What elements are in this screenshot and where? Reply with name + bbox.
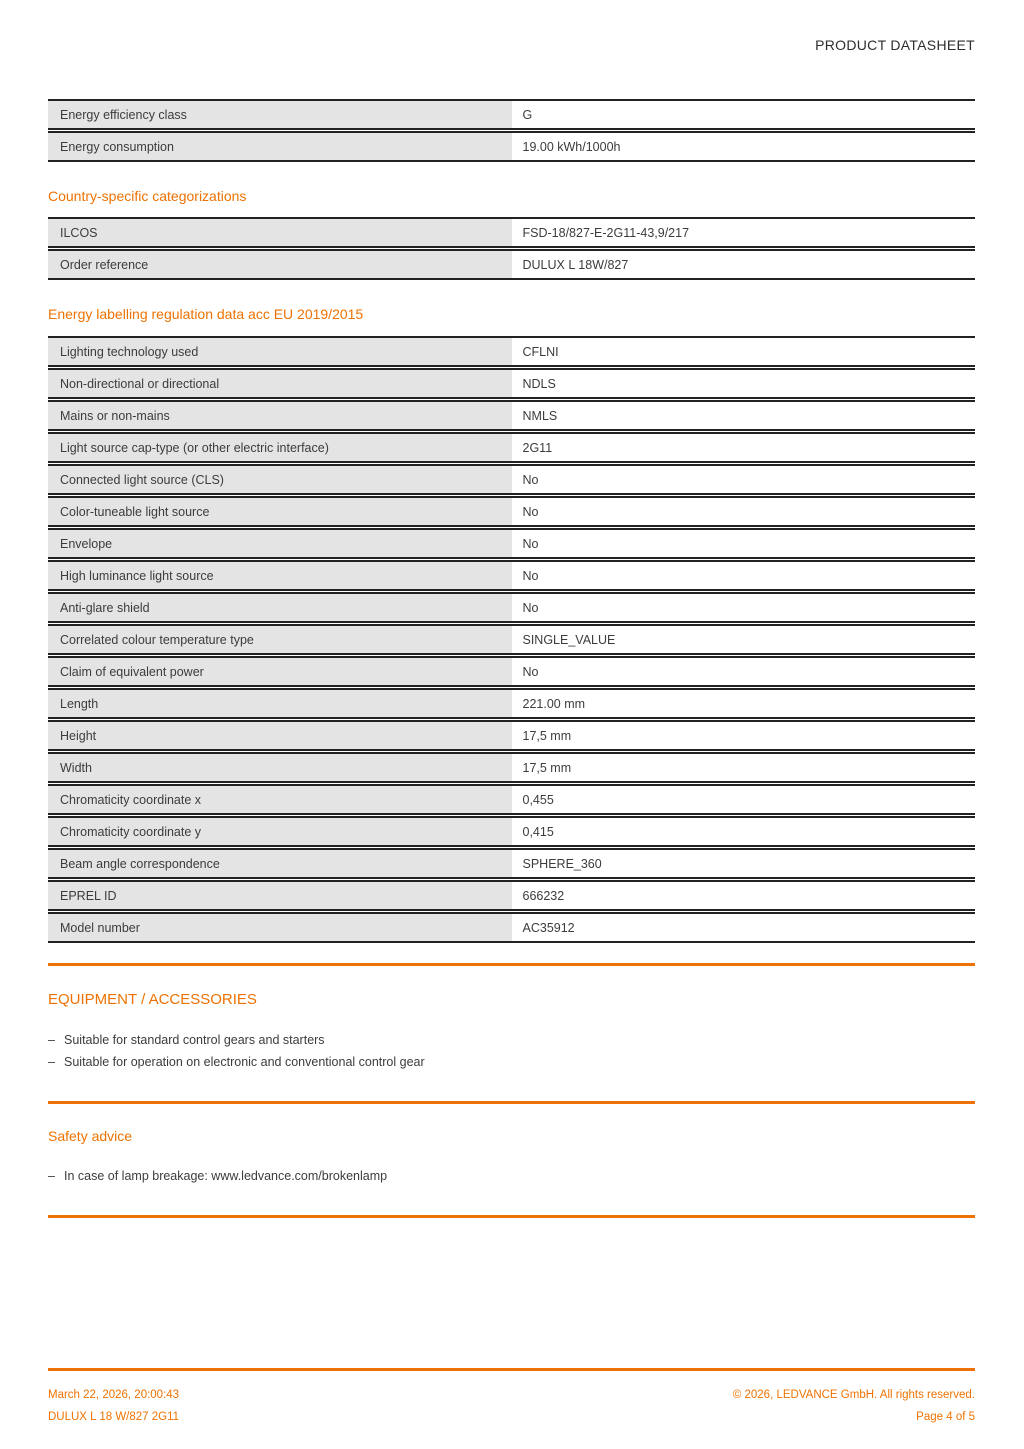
row-value: 0,455 xyxy=(512,786,976,813)
row-value: G xyxy=(512,101,976,128)
section-title-country: Country-specific categorizations xyxy=(48,188,247,204)
table-row xyxy=(48,131,975,162)
table-row xyxy=(48,249,975,280)
row-value: NDLS xyxy=(512,370,976,397)
row-value: CFLNI xyxy=(512,338,976,365)
row-label: Width xyxy=(48,754,512,781)
table-row xyxy=(48,368,975,399)
list-item: – Suitable for operation on electronic and conventional control gear xyxy=(48,1051,975,1073)
row-value: No xyxy=(512,562,976,589)
row-value: AC35912 xyxy=(512,914,976,941)
footer-left xyxy=(48,1384,179,1428)
page-content xyxy=(48,0,975,1218)
energy-table xyxy=(48,99,975,162)
section-title-equipment: EQUIPMENT / ACCESSORIES xyxy=(48,991,257,1008)
section-divider xyxy=(48,1101,975,1104)
row-label: Energy consumption xyxy=(48,133,512,160)
section-divider xyxy=(48,1215,975,1218)
row-label: Color-tuneable light source xyxy=(48,498,512,525)
row-value: 221.00 mm xyxy=(512,690,976,717)
row-value: 17,5 mm xyxy=(512,722,976,749)
table-row xyxy=(48,912,975,943)
table-row xyxy=(48,592,975,623)
footer-page-number: Page 4 of 5 xyxy=(916,1411,975,1423)
table-row xyxy=(48,528,975,559)
row-value: 666232 xyxy=(512,882,976,909)
list-item: – In case of lamp breakage: www.ledvance.com/brokenlamp xyxy=(48,1165,975,1187)
row-value: DULUX L 18W/827 xyxy=(512,251,976,278)
footer-date: March 22, 2026, 20:00:43 xyxy=(48,1389,180,1401)
row-label: Connected light source (CLS) xyxy=(48,466,512,493)
page-footer xyxy=(48,1368,975,1428)
row-value: No xyxy=(512,498,976,525)
row-label: Lighting technology used xyxy=(48,338,512,365)
table-row xyxy=(48,880,975,911)
section-title-safety: Safety advice xyxy=(48,1128,133,1144)
row-label: Energy efficiency class xyxy=(48,101,512,128)
row-value: NMLS xyxy=(512,402,976,429)
table-row xyxy=(48,432,975,463)
row-label: Claim of equivalent power xyxy=(48,658,512,685)
energy-labelling-table xyxy=(48,336,975,943)
row-value: 17,5 mm xyxy=(512,754,976,781)
row-label: Chromaticity coordinate y xyxy=(48,818,512,845)
row-label: Height xyxy=(48,722,512,749)
table-row xyxy=(48,752,975,783)
table-row xyxy=(48,99,975,130)
footer-right xyxy=(733,1384,975,1428)
table-row xyxy=(48,688,975,719)
table-row xyxy=(48,400,975,431)
row-label: Beam angle correspondence xyxy=(48,850,512,877)
row-value: 19.00 kWh/1000h xyxy=(512,133,976,160)
row-label: Non-directional or directional xyxy=(48,370,512,397)
row-label: High luminance light source xyxy=(48,562,512,589)
row-label: Chromaticity coordinate x xyxy=(48,786,512,813)
table-row xyxy=(48,784,975,815)
row-label: EPREL ID xyxy=(48,882,512,909)
section-title-energy-labelling: Energy labelling regulation data acc EU 2019/2015 xyxy=(48,306,364,322)
table-row xyxy=(48,464,975,495)
row-value: No xyxy=(512,594,976,621)
row-label: ILCOS xyxy=(48,219,512,246)
row-value: SINGLE_VALUE xyxy=(512,626,976,653)
safety-list xyxy=(48,1165,975,1187)
row-value: No xyxy=(512,466,976,493)
equipment-list xyxy=(48,1029,975,1073)
row-label: Length xyxy=(48,690,512,717)
row-value: No xyxy=(512,658,976,685)
table-row xyxy=(48,848,975,879)
row-label: Order reference xyxy=(48,251,512,278)
page-title: PRODUCT DATASHEET xyxy=(815,37,975,53)
row-value: SPHERE_360 xyxy=(512,850,976,877)
table-row xyxy=(48,560,975,591)
row-label: Light source cap-type (or other electric interface) xyxy=(48,434,512,461)
row-value: 0,415 xyxy=(512,818,976,845)
row-value: FSD-18/827-E-2G11-43,9/217 xyxy=(512,219,976,246)
row-value: No xyxy=(512,530,976,557)
table-row xyxy=(48,496,975,527)
table-row xyxy=(48,816,975,847)
table-row xyxy=(48,217,975,248)
table-row xyxy=(48,720,975,751)
section-divider xyxy=(48,963,975,966)
country-table xyxy=(48,217,975,280)
row-label: Envelope xyxy=(48,530,512,557)
row-label: Model number xyxy=(48,914,512,941)
row-value: 2G11 xyxy=(512,434,976,461)
row-label: Anti-glare shield xyxy=(48,594,512,621)
table-row xyxy=(48,336,975,367)
footer-copyright: © 2026, LEDVANCE GmbH. All rights reserved. xyxy=(732,1389,975,1401)
table-row xyxy=(48,624,975,655)
row-label: Correlated colour temperature type xyxy=(48,626,512,653)
table-row xyxy=(48,656,975,687)
row-label: Mains or non-mains xyxy=(48,402,512,429)
list-item: – Suitable for standard control gears and starters xyxy=(48,1029,975,1051)
footer-product: DULUX L 18 W/827 2G11 xyxy=(48,1411,180,1423)
